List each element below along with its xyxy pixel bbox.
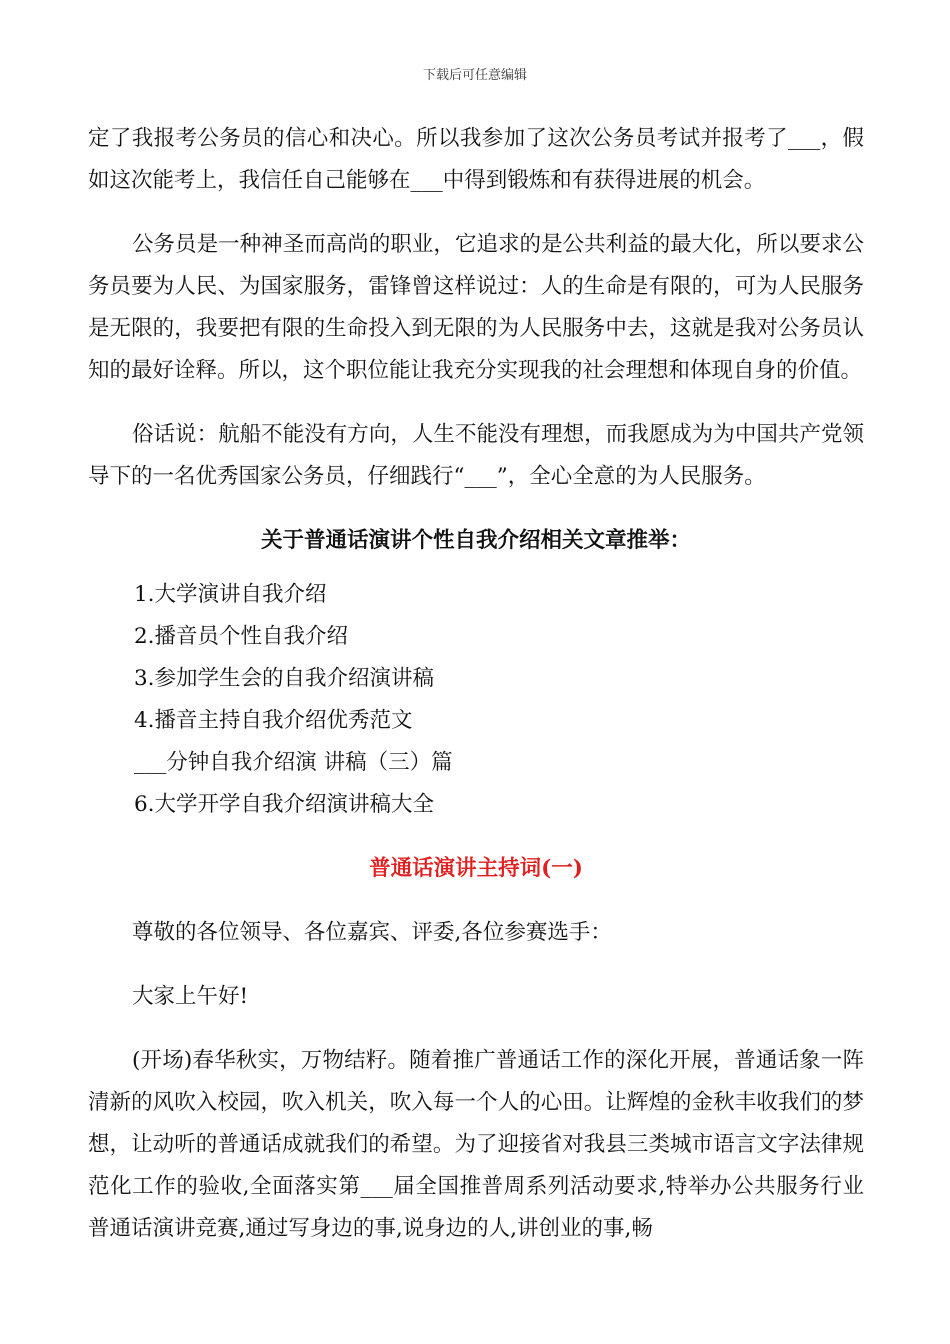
recommend-item-1[interactable]: 1.大学演讲自我介绍 xyxy=(134,582,327,607)
recommend-title: 关于普通话演讲个性自我介绍相关文章推举： xyxy=(260,528,691,553)
section-title: 普通话演讲主持词(一) xyxy=(369,856,583,881)
greeting-line: 尊敬的各位领导、各位嘉宾、评委,各位参赛选手： xyxy=(132,920,612,945)
page-header: 下载后可任意编辑 xyxy=(422,68,527,83)
recommend-list xyxy=(88,574,864,826)
recommend-item-6[interactable]: 6.大学开学自我介绍演讲稿大全 xyxy=(134,792,435,817)
paragraph-2: 公务员是一种神圣而高尚的职业，它追求的是公共利益的最大化，所以要求公务员要为人民、为国家服务，雷锋曾这样说过：人的生命是有限的，可为人民服务是无限的，我要把有限的生命投入到无限的为人民服务中去，这就是我对公务员认知的最好诠释。所以，这个职位能让我充分实现我的社会理想和体现自身的价值。 xyxy=(88,232,864,383)
document-body xyxy=(88,118,864,1250)
hello-line: 大家上午好! xyxy=(132,984,249,1009)
recommend-item-4[interactable]: 4.播音主持自我介绍优秀范文 xyxy=(134,708,413,733)
recommend-item-2[interactable]: 2.播音员个性自我介绍 xyxy=(134,624,349,649)
paragraph-1: 定了我报考公务员的信心和决心。所以我参加了这次公务员考试并报考了___，假如这次能考上，我信任自己能够在___中得到锻炼和有获得进展的机会。 xyxy=(88,126,864,193)
opening-paragraph: (开场)春华秋实，万物结籽。随着推广普通话工作的深化开展，普通话象一阵清新的风吹入校园，吹入机关，吹入每一个人的心田。让辉煌的金秋丰收我们的梦想，让动听的普通话成就我们的希望。为了迎接省对我县三类城市语言文字法律规范化工作的验收,全面落实第___届全国推普周系列活动要求,特举办公共服务行业普通话演讲竞赛,通过写身边的事,说身边的人,讲创业的事,畅 xyxy=(88,1048,864,1241)
paragraph-3: 俗话说：航船不能没有方向，人生不能没有理想，而我愿成为为中国共产党领导下的一名优秀国家公务员，仔细践行“___”，全心全意的为人民服务。 xyxy=(88,422,864,489)
recommend-item-3[interactable]: 3.参加学生会的自我介绍演讲稿 xyxy=(134,666,435,691)
recommend-item-5[interactable]: ___分钟自我介绍演 讲稿（三）篇 xyxy=(134,750,453,775)
